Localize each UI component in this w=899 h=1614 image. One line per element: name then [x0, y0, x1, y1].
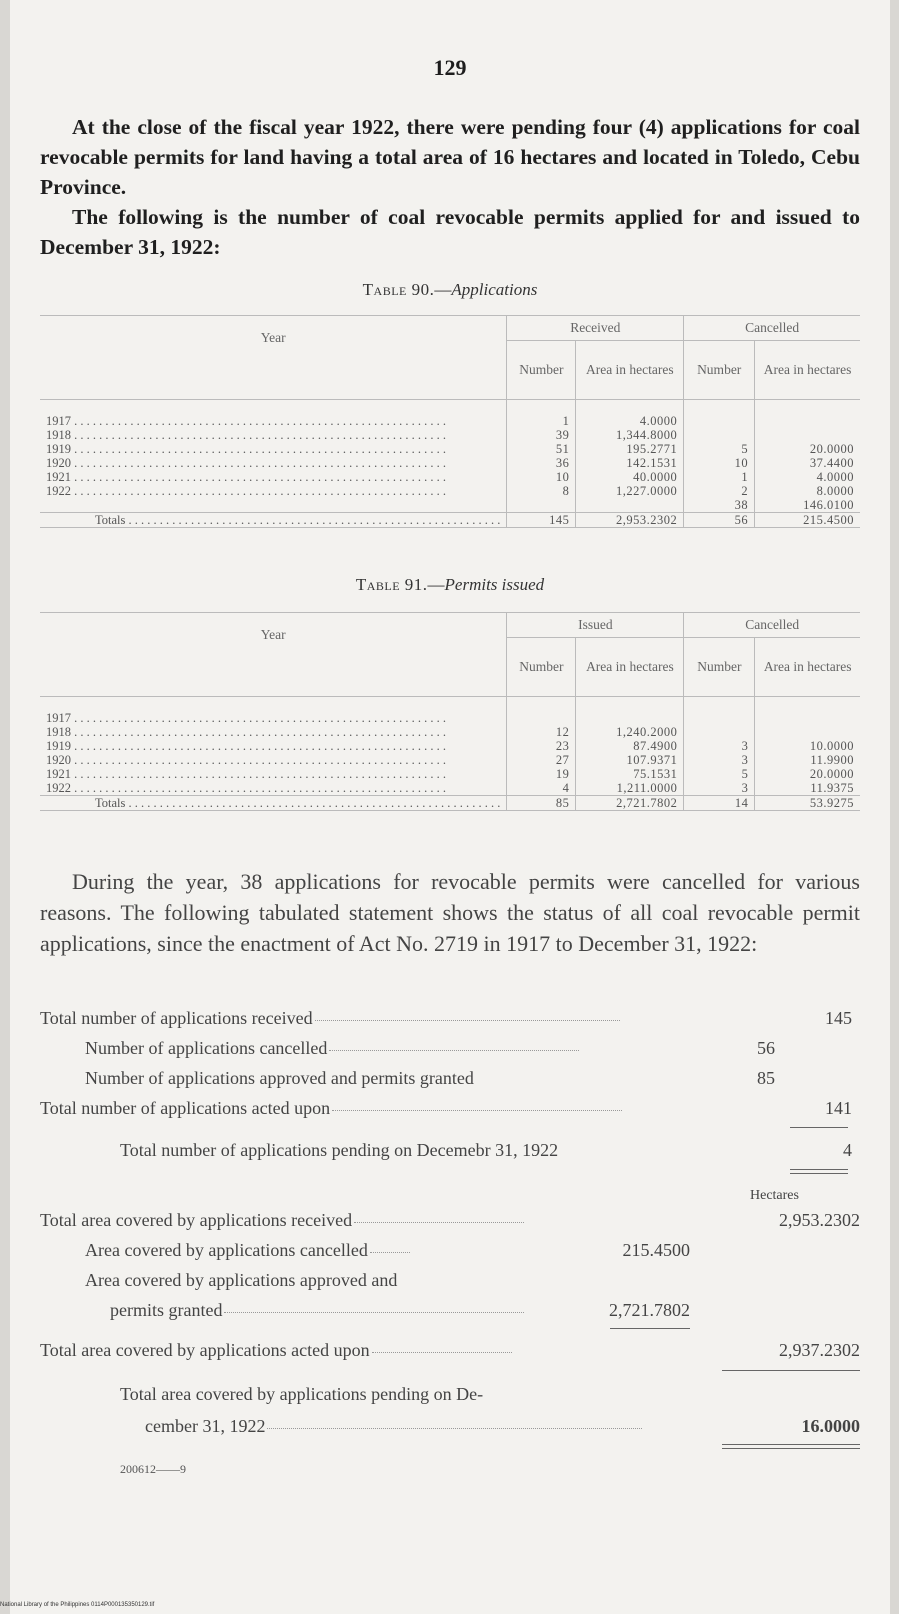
- summary-total-received: Total number of applications received 145: [40, 1008, 852, 1028]
- table90-year-header: Year: [260, 330, 286, 345]
- table90-caption-title: Applications: [451, 280, 538, 299]
- summary-area-approved-line2: permits granted 2,721.7802: [110, 1300, 690, 1320]
- table-row: 1922 . . . . . . . . . . . . . . . . . . . . . . . . . . . . . . . . . . . . . . . . . . . . . . . . . . . . . . . . . . . . 8 1,227.0000 2 8.0000: [40, 484, 860, 498]
- table-row: 1920 . . . . . . . . . . . . . . . . . . . . . . . . . . . . . . . . . . . . . . . . . . . . . . . . . . . . . . . . . . . . 27 107.9371 3 11.9900: [40, 753, 860, 767]
- table90: [40, 315, 860, 528]
- final-double-rule-bottom: [722, 1448, 860, 1449]
- paragraph-following-number: The following is the number of coal revocable permits applied for and issued to December 31, 1922:: [40, 205, 860, 259]
- table-row: 1920 . . . . . . . . . . . . . . . . . . . . . . . . . . . . . . . . . . . . . . . . . . . . . . . . . . . . . . . . . . . . 36 142.1531 10 37.4400: [40, 456, 860, 470]
- paragraph-cancelled-applications: During the year, 38 applications for revocable permits were cancelled for various reasons. The following tabulated statement shows the status of all coal revocable permit applications, since the enactment of Act No. 2719 in 1917 to December 31, 1922:: [40, 869, 860, 956]
- table-row: 1919 . . . . . . . . . . . . . . . . . . . . . . . . . . . . . . . . . . . . . . . . . . . . . . . . . . . . . . . . . . . . 23 87.4900 3 10.0000: [40, 739, 860, 753]
- summary-area-acted: Total area covered by applications acted upon 2,937.2302: [40, 1340, 860, 1360]
- table91-totals-row: Totals . . . . . . . . . . . . . . . . . . . . . . . . . . . . . . . . . . . . . . . . . . . . . . . . . . . . . . . . . . . . 85 2,721.7802 14 53.9275: [40, 796, 860, 811]
- table90-area-header: Area in hectares: [576, 341, 684, 400]
- summary-area-cancelled: Area covered by applications cancelled 215.4500: [85, 1240, 690, 1260]
- summary-cancelled: Number of applications cancelled 56: [85, 1038, 775, 1058]
- double-rule-top: [790, 1169, 848, 1170]
- table-row: 1919 . . . . . . . . . . . . . . . . . . . . . . . . . . . . . . . . . . . . . . . . . . . . . . . . . . . . . . . . . . . . 51 195.2771 5 20.0000: [40, 442, 860, 456]
- table-row: 1917 . . . . . . . . . . . . . . . . . . . . . . . . . . . . . . . . . . . . . . . . . . . . . . . . . . . . . . . . . . . . 1 4.0000: [40, 414, 860, 428]
- table90-caption: Table 90.—Applications: [362, 280, 538, 299]
- table-row: 1918 . . . . . . . . . . . . . . . . . . . . . . . . . . . . . . . . . . . . . . . . . . . . . . . . . . . . . . . . . . . . 12 1,240.2000: [40, 725, 860, 739]
- table90-number2-header: Number: [684, 341, 755, 400]
- page-number: 129: [433, 55, 467, 80]
- table-row: 1918 . . . . . . . . . . . . . . . . . . . . . . . . . . . . . . . . . . . . . . . . . . . . . . . . . . . . . . . . . . . . 39 1,344.8000: [40, 428, 860, 442]
- summary-area-approved-line1: Area covered by applications approved and: [85, 1270, 398, 1290]
- hectares-header: Hectares: [750, 1188, 799, 1203]
- summary-approved: Number of applications approved and permits granted 85: [85, 1068, 775, 1088]
- table91: [40, 612, 860, 811]
- summary-pending: Total number of applications pending on Decemebr 31, 1922 4: [120, 1140, 852, 1160]
- area-acted-rule: [722, 1370, 860, 1371]
- summary-area-received: Total area covered by applications received 2,953.2302: [40, 1210, 860, 1230]
- table90-number-header: Number: [507, 341, 576, 400]
- area-sum-rule: [610, 1328, 690, 1329]
- table91-area2-header: Area in hectares: [755, 638, 860, 697]
- table91-caption-label: Table 91.: [355, 575, 428, 594]
- table91-number-header: Number: [507, 638, 576, 697]
- final-double-rule-top: [722, 1444, 860, 1445]
- sum-rule: [790, 1127, 848, 1128]
- table90-received-header: Received: [507, 316, 684, 341]
- summary-area-pending-line1: Total area covered by applications pending on De-: [120, 1384, 484, 1404]
- table90-totals-row: Totals . . . . . . . . . . . . . . . . . . . . . . . . . . . . . . . . . . . . . . . . . . . . . . . . . . . . . . . . . . . . 145 2,953.2302 56 215.4500: [40, 513, 860, 528]
- table91-cancelled-header: Cancelled: [684, 613, 860, 638]
- table91-year-header: Year: [260, 627, 286, 642]
- table91-caption: Table 91.—Permits issued: [355, 575, 545, 594]
- table-row: 38 146.0100: [40, 498, 860, 513]
- document-page: [10, 0, 890, 1614]
- table-row: 1917 . . . . . . . . . . . . . . . . . . . . . . . . . . . . . . . . . . . . . . . . . . . . . . . . . . . . . . . . . . . .: [40, 711, 860, 725]
- summary-acted: Total number of applications acted upon 141: [40, 1098, 852, 1118]
- table-row: 1921 . . . . . . . . . . . . . . . . . . . . . . . . . . . . . . . . . . . . . . . . . . . . . . . . . . . . . . . . . . . . 10 40.0000 1 4.0000: [40, 470, 860, 484]
- double-rule-bottom: [790, 1173, 848, 1174]
- table90-cancelled-header: Cancelled: [684, 316, 860, 341]
- scan-credit: National Library of the Philippines 0114P000135350129.tif: [0, 1602, 155, 1608]
- summary-area-pending-line2: cember 31, 1922 16.0000: [145, 1416, 860, 1436]
- table-row: 1922 . . . . . . . . . . . . . . . . . . . . . . . . . . . . . . . . . . . . . . . . . . . . . . . . . . . . . . . . . . . . 4 1,211.0000 3 11.9375: [40, 781, 860, 796]
- table91-area-header: Area in hectares: [576, 638, 684, 697]
- printer-code: 200612——9: [120, 1462, 186, 1476]
- paragraph-pending-applications: At the close of the fiscal year 1922, there were pending four (4) applications for coal revocable permits for land having a total area of 16 hectares and located in Toledo, Cebu Province.: [40, 115, 860, 199]
- table90-caption-label: Table 90.: [362, 280, 435, 299]
- table-row: 1921 . . . . . . . . . . . . . . . . . . . . . . . . . . . . . . . . . . . . . . . . . . . . . . . . . . . . . . . . . . . . 19 75.1531 5 20.0000: [40, 767, 860, 781]
- table91-issued-header: Issued: [507, 613, 684, 638]
- table90-area2-header: Area in hectares: [755, 341, 860, 400]
- table91-number2-header: Number: [684, 638, 755, 697]
- table91-caption-title: Permits issued: [444, 575, 545, 594]
